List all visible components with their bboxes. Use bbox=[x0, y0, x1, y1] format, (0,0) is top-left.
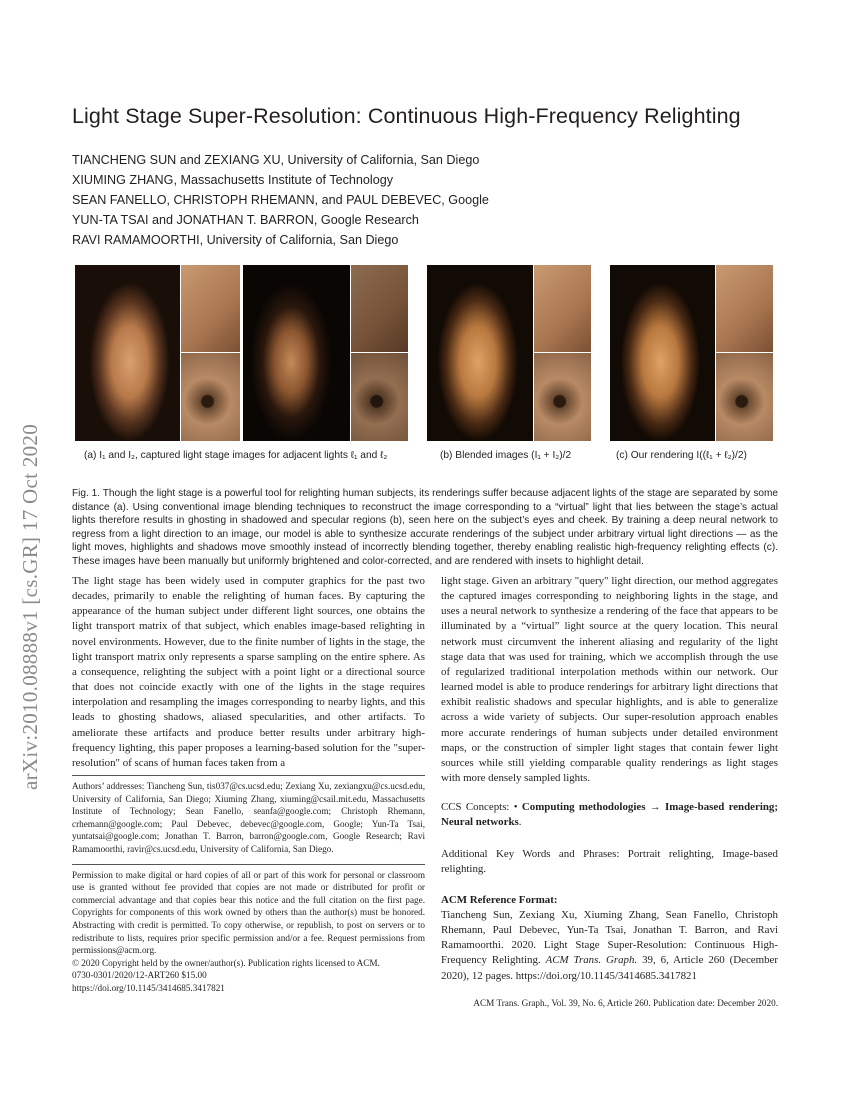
footnote-rule bbox=[72, 775, 425, 776]
paper-title: Light Stage Super-Resolution: Continuous High-Frequency Relighting bbox=[72, 104, 741, 128]
author-names: RAVI RAMAMOORTHI, bbox=[72, 233, 204, 247]
cheek-inset-ours bbox=[716, 265, 773, 352]
eye-inset-blended bbox=[534, 353, 591, 441]
authors-addresses: Authors’ addresses: Tiancheng Sun, tis037@cs.ucsd.edu; Zexiang Xu, zexiangxu@cs.ucsd.edu, University of California, San Diego; Xiuming Zhang, xiuming@csail.mit.edu, Massachusetts Institute of Technology; Sean Fanello, seanfa@google.com; Christoph Rhemann, crhemann@google.com; Paul Debevec, debevec@google.com, Google; Yun-Ta Tsai, yuntatsai@google.com; Jonathan T. Barron, barron@google.com, Google Research; Ravi Ramamoorthi, ravir@cs.ucsd.edu, University of California, San Diego. bbox=[72, 781, 425, 854]
eye-inset-ours bbox=[716, 353, 773, 441]
author-names: TIANCHENG SUN and ZEXIANG XU, bbox=[72, 153, 285, 167]
author-line bbox=[72, 153, 479, 167]
author-affiliation: University of California, San Diego bbox=[284, 153, 480, 167]
author-line bbox=[72, 233, 398, 247]
left-column bbox=[72, 574, 425, 995]
author-names: SEAN FANELLO, CHRISTOPH RHEMANN, and PAUL DEBEVEC, bbox=[72, 193, 445, 207]
face-image-blended bbox=[427, 265, 533, 441]
author-affiliation: University of California, San Diego bbox=[203, 233, 399, 247]
face-image-ours bbox=[610, 265, 715, 441]
body-text-right: light stage. Given an arbitrary "query" light direction, our method aggregates the captured images corresponding to neighboring lights in the stage, and uses a neural network to synthesize a rendering of the face that appears to be illuminated by a “virtual” light source at the query location. This neural network must circumvent the inherent aliasing and regularity of the light stage data that was used for training, which we accomplish through the use of regularized traditional interpolation methods within our network. Our learned model is able to produce renderings for arbitrary light directions that exhibit realistic shadows and specular highlights, and is able to generalize across a wide variety of subjects. Our super-resolution approach enables more accurate renderings of human subjects under detailed environment maps, or the construction of simpler light stages that contain fewer light sources while still yielding comparable quality renderings as light stages with more densely sampled lights. bbox=[441, 575, 778, 785]
reference-citation: Tiancheng Sun, Zexiang Xu, Xiuming Zhang, Sean Fanello, Christoph Rhemann, Paul Debevec, Yun-Ta Tsai, Jonathan T. Barron, and Ravi Ramamoorthi. 2020. Light Stage Super-Resolution: Continuous High-Frequency Relighting. bbox=[441, 908, 778, 967]
permission-text: Permission to make digital or hard copies of all or part of this work for personal or classroom use is granted without fee provided that copies are not made or distributed for profit or commercial advantage and that copies bear this notice and the full citation on the first page. Copyrights for components of this work owned by others than the author(s) must be honored. Abstracting with credit is permitted. To copy otherwise, or republish, to post on servers or to redistribute to lists, requires prior specific permission and/or a fee. Request permissions from permissions@acm.org. bbox=[72, 869, 425, 956]
permission-notice bbox=[72, 869, 425, 995]
author-line bbox=[72, 213, 419, 227]
reference-details: 39, 6, Article 260 (December 2020), 12 pages. bbox=[441, 954, 778, 982]
eye-inset-i1 bbox=[181, 353, 240, 441]
reference-journal: ACM Trans. Graph. bbox=[545, 954, 638, 967]
cheek-inset-i2 bbox=[351, 265, 408, 352]
author-names: YUN-TA TSAI and JONATHAN T. BARRON, bbox=[72, 213, 318, 227]
page-footer: ACM Trans. Graph., Vol. 39, No. 6, Article 260. Publication date: December 2020. bbox=[473, 997, 778, 1008]
cheek-inset-blended bbox=[534, 265, 591, 352]
ccs-end: . bbox=[518, 816, 522, 829]
acm-reference-text bbox=[441, 908, 778, 984]
subcaption-c: (c) Our rendering I((ℓ₁ + ℓ₂)/2) bbox=[616, 450, 747, 461]
eye-inset-i2 bbox=[351, 353, 408, 441]
face-image-i1 bbox=[75, 265, 180, 441]
subcaption-a: (a) I₁ and I₂, captured light stage images for adjacent lights ℓ₁ and ℓ₂ bbox=[84, 450, 388, 461]
right-column bbox=[441, 574, 778, 1008]
permission-rule bbox=[72, 864, 425, 865]
author-affiliation: Massachusetts Institute of Technology bbox=[176, 173, 394, 187]
ccs-concepts bbox=[441, 800, 778, 830]
ccs-label: CCS Concepts: • bbox=[441, 801, 522, 814]
author-affiliation: Google Research bbox=[317, 213, 419, 227]
author-line bbox=[72, 193, 489, 207]
ccs-concepts-list: Computing methodologies → Image-based rendering; Neural networks bbox=[441, 801, 778, 829]
arxiv-stamp: arXiv:2010.08888v1 [cs.GR] 17 Oct 2020 bbox=[18, 423, 42, 790]
body-text-left: The light stage has been widely used in computer graphics for the past two decades, primarily to enable the relighting of human faces. By capturing the appearance of the human subject under different light sources, one obtains the light transport matrix of that subject, which enables image-based relighting in novel environments. However, due to the finite number of lights in the stage, the light transport matrix only represents a sparse sampling on the entire sphere. As a consequence, relighting the subject with a point light or a directional source that does not coincide exactly with one of the lights in the stage requires interpolation and resampling the images corresponding to nearby lights, and this leads to ghosting shadows, aliased specularities, and other artifacts. To ameliorate these artifacts and produce better results under arbitrary high-frequency lighting, this paper proposes a learning-based solution for the "super-resolution" of scans of human faces taken from a bbox=[72, 575, 425, 769]
issn-line: 0730-0301/2020/12-ART260 $15.00 bbox=[72, 970, 207, 981]
keywords: Additional Key Words and Phrases: Portrait relighting, Image-based relighting. bbox=[441, 847, 778, 875]
acm-reference bbox=[441, 893, 778, 984]
doi-link[interactable]: https://doi.org/10.1145/3414685.3417821 bbox=[72, 982, 225, 993]
subcaption-b: (b) Blended images (I₁ + I₂)/2 bbox=[440, 450, 572, 461]
figure-caption: Fig. 1. Though the light stage is a powerful tool for relighting human subjects, its renderings suffer because adjacent lights of the stage are separated by some distance (a). Using conventional image blending techniques to reconstruct the image corresponding to a “virtual” light that lies between the stage’s actual lights therefore results in ghosting in shadowed and specular regions (b), seen here on the subject’s eyes and cheek. By training a deep neural network to regress from a light direction to an image, our model is able to synthesize accurate renderings of the subject under arbitrary virtual light directions — as the light moves, highlights and shadows move smoothly instead of incorrectly blending together, thereby enabling realistic high-frequency relighting effects (c). These images have been manually but uniformly brightened and color-corrected, and are rendered with insets to highlight detail. bbox=[72, 488, 778, 567]
reference-doi-link[interactable]: https://doi.org/10.1145/3414685.3417821 bbox=[515, 969, 697, 982]
face-image-i2 bbox=[243, 265, 350, 441]
author-names: XIUMING ZHANG, bbox=[72, 173, 177, 187]
acm-reference-heading: ACM Reference Format: bbox=[441, 893, 558, 906]
author-affiliation: Google bbox=[444, 193, 489, 207]
author-line bbox=[72, 173, 393, 187]
copyright-line: © 2020 Copyright held by the owner/author(s). Publication rights licensed to ACM. bbox=[72, 957, 380, 968]
cheek-inset-i1 bbox=[181, 265, 240, 352]
